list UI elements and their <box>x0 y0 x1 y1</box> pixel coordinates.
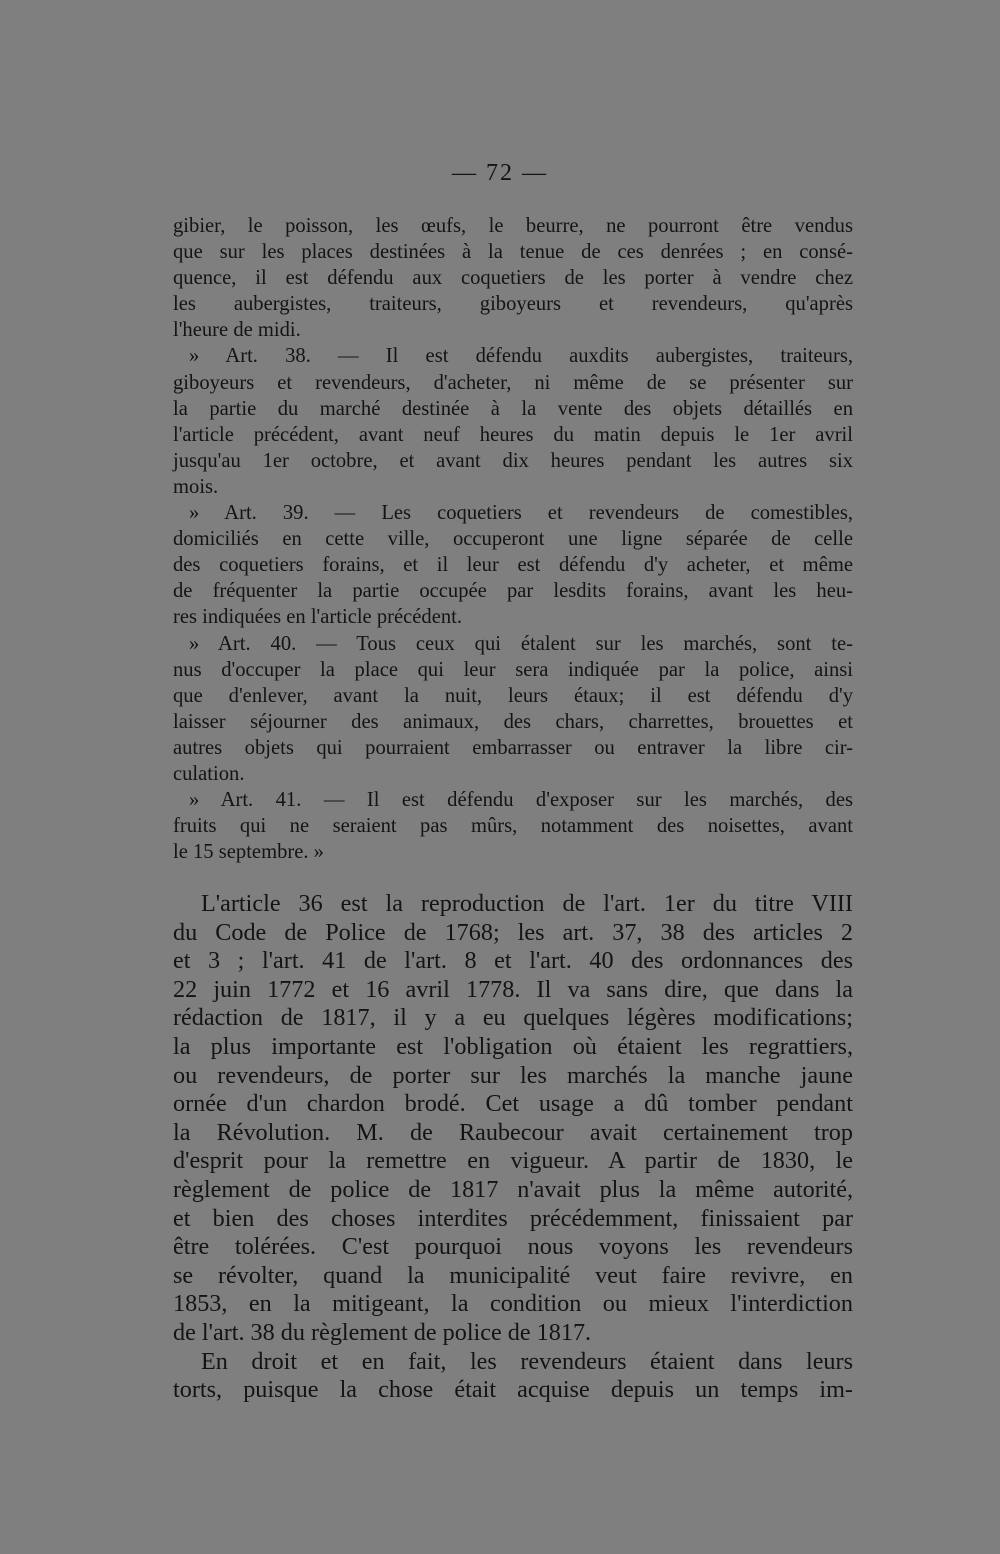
text-line: En droit et en fait, les revendeurs étaient dans leurs <box>201 1347 853 1375</box>
text-line: que d'enlever, avant la nuit, leurs étaux; il est défendu d'y <box>173 684 853 707</box>
text-line: et bien des choses interdites précédemment, finissaient par <box>173 1204 853 1232</box>
text-line: rédaction de 1817, il y a eu quelques légères modifications; <box>173 1004 853 1032</box>
commentary <box>173 890 853 1405</box>
text-line: de fréquenter la partie occupée par lesdits forains, avant les heu- <box>173 580 853 603</box>
text-line: L'article 36 est la reproduction de l'art. 1er du titre VIII <box>201 890 853 917</box>
text-line: mois. <box>173 475 219 498</box>
text-line: ou revendeurs, de porter sur les marchés la manche jaune <box>173 1061 853 1089</box>
regulation-quote <box>173 213 853 865</box>
text-line: la Révolution. M. de Raubecour avait certainement trop <box>173 1118 853 1146</box>
text-line: le 15 septembre. » <box>173 841 324 864</box>
text-line: culation. <box>173 762 245 785</box>
text-line: » Art. 38. — Il est défendu auxdits aubergistes, traiteurs, <box>189 345 853 368</box>
text-line: giboyeurs et revendeurs, d'acheter, ni même de se présenter sur <box>173 371 853 394</box>
text-line: domiciliés en cette ville, occuperont une ligne séparée de celle <box>173 528 853 551</box>
text-line: et 3 ; l'art. 41 de l'art. 8 et l'art. 40 des ordonnances des <box>173 947 853 975</box>
text-line: » Art. 41. — Il est défendu d'exposer sur les marchés, des <box>189 789 853 812</box>
text-line: 22 juin 1772 et 16 avril 1778. Il va sans dire, que dans la <box>173 975 853 1003</box>
text-line: l'heure de midi. <box>173 319 301 342</box>
text-line: nus d'occuper la place qui leur sera indiquée par la police, ainsi <box>173 658 853 681</box>
text-line: du Code de Police de 1768; les art. 37, 38 des articles 2 <box>173 918 853 946</box>
page-number: — 72 — <box>452 160 548 186</box>
text-line: ornée d'un chardon brodé. Cet usage a dû tomber pendant <box>173 1090 853 1118</box>
text-line: l'article précédent, avant neuf heures du matin depuis le 1er avril <box>173 423 853 446</box>
text-line: se révolter, quand la municipalité veut faire revivre, en <box>173 1261 853 1289</box>
text-line: d'esprit pour la remettre en vigueur. A partir de 1830, le <box>173 1147 853 1175</box>
text-line: res indiquées en l'article précédent. <box>173 606 463 629</box>
text-line: torts, puisque la chose était acquise depuis un temps im- <box>173 1376 853 1404</box>
text-line: que sur les places destinées à la tenue de ces denrées ; en consé- <box>173 241 853 264</box>
text-line: quence, il est défendu aux coquetiers de les porter à vendre chez <box>173 267 853 290</box>
text-line: laisser séjourner des animaux, des chars, charrettes, brouettes et <box>173 710 853 733</box>
text-line: règlement de police de 1817 n'avait plus la même autorité, <box>173 1175 853 1203</box>
text-line: la partie du marché destinée à la vente des objets détaillés en <box>173 397 853 420</box>
text-line: les aubergistes, traiteurs, giboyeurs et revendeurs, qu'après <box>173 293 853 316</box>
text-line: gibier, le poisson, les œufs, le beurre, ne pourront être vendus <box>173 215 853 237</box>
text-line: la plus importante est l'obligation où étaient les regrattiers, <box>173 1032 853 1060</box>
text-line: être tolérées. C'est pourquoi nous voyons les revendeurs <box>173 1233 853 1261</box>
text-line: autres objets qui pourraient embarrasser ou entraver la libre cir- <box>173 736 853 759</box>
text-line: des coquetiers forains, et il leur est défendu d'y acheter, et même <box>173 554 853 577</box>
text-line: jusqu'au 1er octobre, et avant dix heures pendant les autres six <box>173 449 853 472</box>
text-line: fruits qui ne seraient pas mûrs, notamment des noisettes, avant <box>173 815 853 838</box>
text-line: » Art. 40. — Tous ceux qui étalent sur les marchés, sont te- <box>189 632 853 655</box>
text-line: 1853, en la mitigeant, la condition ou mieux l'interdiction <box>173 1290 853 1318</box>
text-line: » Art. 39. — Les coquetiers et revendeurs de comestibles, <box>189 502 853 525</box>
text-line: de l'art. 38 du règlement de police de 1817. <box>173 1318 592 1346</box>
